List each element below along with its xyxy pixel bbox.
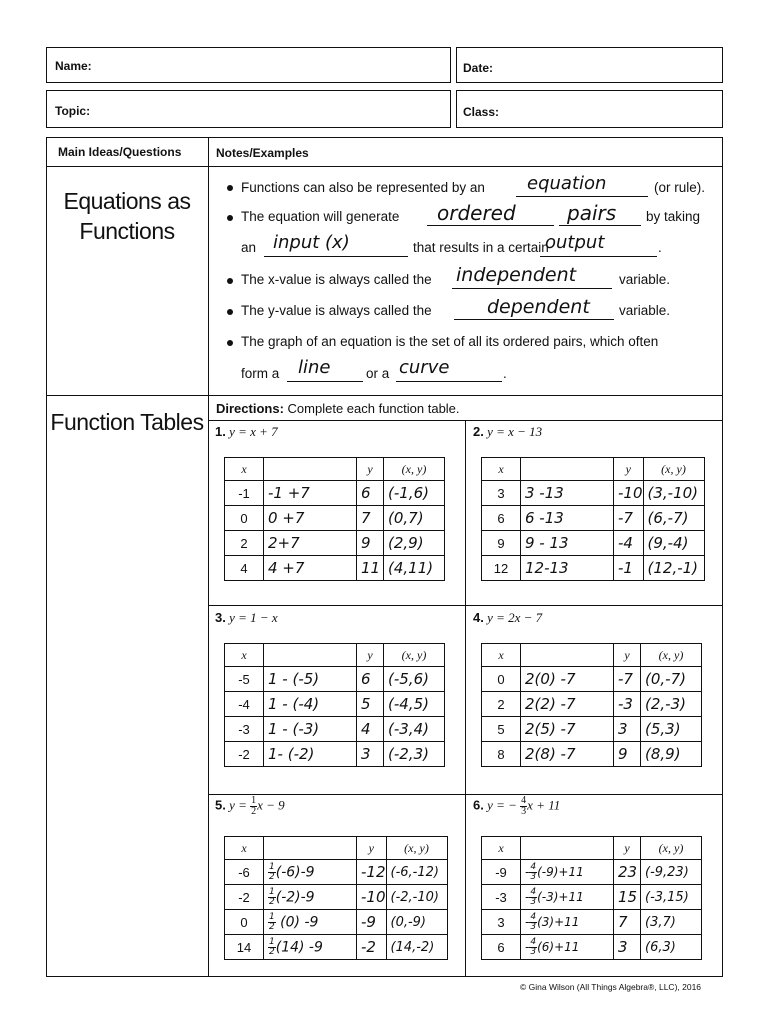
work-expression: (6)+11	[537, 939, 580, 954]
table-cell-y: -10	[614, 481, 644, 506]
minus-sign: -	[525, 889, 530, 904]
table-cell-work	[264, 885, 357, 910]
bullet2-post: by taking	[646, 209, 701, 224]
table-row	[482, 506, 705, 531]
table-cell-y: 5	[357, 692, 384, 717]
table-cell-pair: (-1,6)	[384, 481, 445, 506]
table-header-work	[521, 458, 614, 481]
table-row	[225, 860, 448, 885]
problem-1-equation: 1. y = x + 7	[215, 424, 278, 439]
table-header-work	[264, 458, 357, 481]
table-header-work	[264, 644, 357, 667]
section-title-function-tables: Function Tables	[50, 409, 204, 435]
table-cell-work: 2(2) -7	[521, 692, 614, 717]
table-cell-pair: (-2,3)	[384, 742, 445, 767]
table-cell-work	[264, 860, 357, 885]
bullet5-line2-mid: or a	[366, 366, 390, 381]
table-row	[225, 885, 448, 910]
bullet2-text: The equation will generate	[241, 209, 400, 224]
minus-sign: -	[525, 914, 530, 929]
blank-line	[287, 381, 363, 382]
table-cell-y: -3	[614, 692, 641, 717]
section-title-equations-as-functions: Equations as Functions	[63, 188, 191, 244]
table-cell-pair: (3,7)	[641, 910, 702, 935]
bullet3-post: variable.	[619, 272, 671, 287]
table-cell-work	[264, 910, 357, 935]
table-header-xy: (x, y)	[384, 458, 445, 481]
bullet1-post: (or rule).	[654, 180, 706, 195]
table-cell-pair: (-3,15)	[641, 885, 702, 910]
bullet2-line2-pre: an	[241, 240, 257, 255]
fraction: $\frac{1}{2}$	[269, 886, 275, 907]
name-box	[46, 47, 451, 83]
table-header-x: x	[482, 458, 521, 481]
date-box	[456, 47, 723, 83]
function-table-p1	[224, 457, 445, 581]
table-cell-x: -5	[225, 667, 264, 692]
table-cell-y: -7	[614, 667, 641, 692]
table-header-y: y	[614, 837, 641, 860]
table-header-x: x	[482, 837, 521, 860]
bullet3-text: The x-value is always called the	[241, 272, 432, 287]
table-row	[482, 860, 702, 885]
answer-ordered: ordered	[437, 201, 516, 225]
table-header-x: x	[225, 644, 264, 667]
date-label: Date:	[463, 61, 494, 75]
notes-examples-header: Notes/Examples	[216, 146, 309, 160]
table-header-y: y	[614, 458, 644, 481]
table-cell-x: 2	[225, 531, 264, 556]
table-row	[482, 885, 702, 910]
table-cell-x: 4	[225, 556, 264, 581]
main-ideas-header: Main Ideas/Questions	[58, 145, 182, 159]
table-cell-pair: (6,-7)	[643, 506, 704, 531]
table-cell-pair: (6,3)	[641, 935, 702, 960]
table-cell-work: 2(0) -7	[521, 667, 614, 692]
bullet5-line2-pre: form a	[241, 366, 280, 381]
table-cell-x: -3	[482, 885, 521, 910]
answer-line: line	[298, 357, 331, 378]
topic-label: Topic:	[55, 104, 91, 118]
table-cell-pair: (0,7)	[384, 506, 445, 531]
table-cell-work	[521, 910, 614, 935]
table-cell-y: 7	[357, 506, 384, 531]
bullet-dot	[227, 309, 233, 315]
table-header-xy: (x, y)	[384, 644, 445, 667]
table-cell-y: 3	[357, 742, 384, 767]
table-row	[482, 667, 702, 692]
topic-box	[46, 90, 451, 128]
blank-line	[396, 381, 502, 382]
table-header-xy: (x, y)	[386, 837, 447, 860]
table-cell-pair: (2,-3)	[641, 692, 702, 717]
bullet5-text: The graph of an equation is the set of all its ordered pairs, which often	[241, 334, 659, 349]
bullet-dot	[227, 340, 233, 346]
fraction: $\frac{1}{2}$	[269, 911, 275, 932]
problem-grid-line	[208, 794, 723, 795]
table-row	[225, 692, 445, 717]
table-cell-x: -1	[225, 481, 264, 506]
work-expression: (0) -9	[275, 914, 319, 930]
table-cell-work	[521, 860, 614, 885]
table-header-work	[264, 837, 357, 860]
fraction: $\frac{1}{2}$	[269, 936, 275, 957]
table-cell-work: 2(5) -7	[521, 717, 614, 742]
table-cell-pair: (3,-10)	[643, 481, 704, 506]
answer-dependent: dependent	[487, 296, 590, 318]
problem-5-equation: 5. y = $\frac{1}{2}$ x − 9	[215, 795, 285, 817]
table-cell-pair: (-4,5)	[384, 692, 445, 717]
table-cell-work: 0 +7	[264, 506, 357, 531]
problem-3-equation: 3. y = 1 − x	[215, 610, 278, 625]
fraction: $\frac{4}{3}$	[530, 886, 537, 907]
bullet5-line2-post: .	[503, 366, 507, 381]
table-cell-y: -2	[357, 935, 387, 960]
bullet4-post: variable.	[619, 303, 671, 318]
blank-line	[452, 288, 612, 289]
fraction: $\frac{4}{3}$	[530, 911, 537, 932]
table-row	[225, 506, 445, 531]
table-cell-x: -6	[225, 860, 264, 885]
table-cell-pair: (-2,-10)	[386, 885, 447, 910]
problem-grid-line	[208, 605, 723, 606]
table-cell-work: 6 -13	[521, 506, 614, 531]
table-row	[225, 910, 448, 935]
table-row	[482, 531, 705, 556]
table-row	[482, 692, 702, 717]
table-cell-x: -2	[225, 742, 264, 767]
table-header-xy: (x, y)	[641, 644, 702, 667]
bullet2-line2-mid: that results in a certain	[413, 240, 549, 255]
header-row-divider	[46, 166, 723, 167]
problem-grid-divider	[465, 420, 466, 977]
table-row	[225, 556, 445, 581]
table-cell-x: -9	[482, 860, 521, 885]
table-cell-work	[521, 935, 614, 960]
table-cell-x: 6	[482, 935, 521, 960]
table-cell-pair: (-5,6)	[384, 667, 445, 692]
fraction: $\frac{4}{3}$	[530, 861, 537, 882]
bullet-dot	[227, 278, 233, 284]
answer-independent: independent	[456, 264, 577, 286]
table-row	[225, 717, 445, 742]
table-row	[482, 742, 702, 767]
table-cell-pair: (8,9)	[641, 742, 702, 767]
section-divider	[46, 395, 723, 396]
directions	[216, 401, 460, 416]
problem-4-equation: 4. y = 2x − 7	[473, 610, 543, 625]
table-header-y: y	[357, 837, 387, 860]
table-cell-x: 8	[482, 742, 521, 767]
table-cell-pair: (9,-4)	[643, 531, 704, 556]
minus-sign: -	[525, 864, 530, 879]
directions-label: Directions:	[216, 401, 284, 416]
table-row	[225, 667, 445, 692]
table-cell-x: 12	[482, 556, 521, 581]
table-row	[225, 742, 445, 767]
table-cell-y: 11	[357, 556, 384, 581]
work-expression: (3)+11	[537, 914, 580, 929]
table-cell-y: 7	[614, 910, 641, 935]
table-cell-work	[264, 935, 357, 960]
table-cell-pair: (-3,4)	[384, 717, 445, 742]
table-cell-y: -12	[357, 860, 387, 885]
table-cell-y: 9	[614, 742, 641, 767]
work-expression: (14) -9	[275, 939, 323, 955]
table-cell-work: 3 -13	[521, 481, 614, 506]
table-row	[225, 481, 445, 506]
answer-output: output	[545, 232, 605, 253]
fraction: $\frac{4}{3}$	[521, 795, 527, 817]
table-cell-y: -10	[357, 885, 387, 910]
table-cell-x: 5	[482, 717, 521, 742]
table-cell-y: 15	[614, 885, 641, 910]
problem-6-equation: 6. y = − $\frac{4}{3}$ x + 11	[473, 795, 561, 817]
bullet-dot	[227, 215, 233, 221]
table-row	[482, 481, 705, 506]
table-cell-pair: (-9,23)	[641, 860, 702, 885]
table-header-x: x	[225, 458, 264, 481]
table-cell-x: -4	[225, 692, 264, 717]
table-cell-work: 2+7	[264, 531, 357, 556]
class-box	[456, 90, 723, 128]
table-row	[225, 935, 448, 960]
name-label: Name:	[55, 59, 92, 73]
table-cell-work: 4 +7	[264, 556, 357, 581]
table-cell-y: -9	[357, 910, 387, 935]
answer-curve: curve	[399, 357, 450, 378]
problem-grid-line	[208, 420, 723, 421]
table-cell-work: -1 +7	[264, 481, 357, 506]
table-row	[225, 531, 445, 556]
fraction: $\frac{1}{2}$	[251, 795, 257, 817]
table-header-xy: (x, y)	[641, 837, 702, 860]
table-header-y: y	[614, 644, 641, 667]
table-cell-pair: (12,-1)	[643, 556, 704, 581]
table-cell-x: 0	[482, 667, 521, 692]
table-cell-x: 0	[225, 910, 264, 935]
table-header-x: x	[482, 644, 521, 667]
table-cell-work: 12-13	[521, 556, 614, 581]
table-cell-pair: (14,-2)	[386, 935, 447, 960]
table-row	[482, 556, 705, 581]
table-row	[482, 717, 702, 742]
table-cell-pair: (5,3)	[641, 717, 702, 742]
class-label: Class:	[463, 105, 500, 119]
table-cell-work	[521, 885, 614, 910]
table-cell-x: 9	[482, 531, 521, 556]
blank-line	[427, 225, 554, 226]
fraction: $\frac{4}{3}$	[530, 936, 537, 957]
table-cell-y: 6	[357, 667, 384, 692]
answer-input-x: input (x)	[273, 232, 350, 253]
bullet2-line2-post: .	[658, 240, 662, 255]
table-row	[482, 935, 702, 960]
function-table-p4	[481, 643, 702, 767]
table-cell-work: 1- (-2)	[264, 742, 357, 767]
table-cell-work: 1 - (-3)	[264, 717, 357, 742]
problem-2-equation: 2. y = x − 13	[473, 424, 543, 439]
function-table-p6	[481, 836, 702, 960]
table-cell-x: 2	[482, 692, 521, 717]
table-cell-y: 9	[357, 531, 384, 556]
table-cell-pair: (0,-7)	[641, 667, 702, 692]
table-header-work	[521, 644, 614, 667]
table-cell-y: -1	[614, 556, 644, 581]
answer-equation: equation	[527, 173, 607, 194]
table-cell-work: 2(8) -7	[521, 742, 614, 767]
answer-pairs: pairs	[567, 201, 617, 225]
blank-line	[540, 256, 657, 257]
table-cell-pair: (4,11)	[384, 556, 445, 581]
table-cell-pair: (2,9)	[384, 531, 445, 556]
table-cell-x: 6	[482, 506, 521, 531]
bullet-dot	[227, 185, 233, 191]
blank-line	[559, 225, 641, 226]
minus-sign: -	[525, 939, 530, 954]
column-divider	[208, 137, 209, 977]
table-cell-y: 3	[614, 717, 641, 742]
table-cell-x: 0	[225, 506, 264, 531]
table-cell-work: 9 - 13	[521, 531, 614, 556]
table-cell-pair: (-6,-12)	[386, 860, 447, 885]
table-cell-x: 3	[482, 910, 521, 935]
table-header-x: x	[225, 837, 264, 860]
directions-text: Complete each function table.	[287, 401, 460, 416]
table-header-work	[521, 837, 614, 860]
work-expression: (-3)+11	[537, 889, 584, 904]
table-cell-x: 3	[482, 481, 521, 506]
table-header-y: y	[357, 458, 384, 481]
table-cell-work: 1 - (-4)	[264, 692, 357, 717]
work-expression: (-6)-9	[275, 864, 315, 880]
table-cell-y: 3	[614, 935, 641, 960]
table-cell-y: -7	[614, 506, 644, 531]
table-cell-x: -3	[225, 717, 264, 742]
copyright-footer: © Gina Wilson (All Things Algebra®, LLC), 2016	[520, 982, 702, 992]
fraction: $\frac{1}{2}$	[269, 861, 275, 882]
table-header-y: y	[357, 644, 384, 667]
function-table-p3	[224, 643, 445, 767]
table-row	[482, 910, 702, 935]
table-cell-y: -4	[614, 531, 644, 556]
blank-line	[516, 196, 648, 197]
table-cell-y: 4	[357, 717, 384, 742]
bullet4-text: The y-value is always called the	[241, 303, 432, 318]
bullet1-text: Functions can also be represented by an	[241, 180, 485, 195]
table-cell-work: 1 - (-5)	[264, 667, 357, 692]
work-expression: (-2)-9	[275, 889, 315, 905]
function-table-p2	[481, 457, 705, 581]
blank-line	[454, 319, 614, 320]
work-expression: (-9)+11	[537, 864, 584, 879]
function-table-p5	[224, 836, 448, 960]
table-cell-x: 14	[225, 935, 264, 960]
table-cell-y: 6	[357, 481, 384, 506]
table-cell-x: -2	[225, 885, 264, 910]
table-cell-pair: (0,-9)	[386, 910, 447, 935]
table-header-xy: (x, y)	[643, 458, 704, 481]
blank-line	[264, 256, 408, 257]
table-cell-y: 23	[614, 860, 641, 885]
